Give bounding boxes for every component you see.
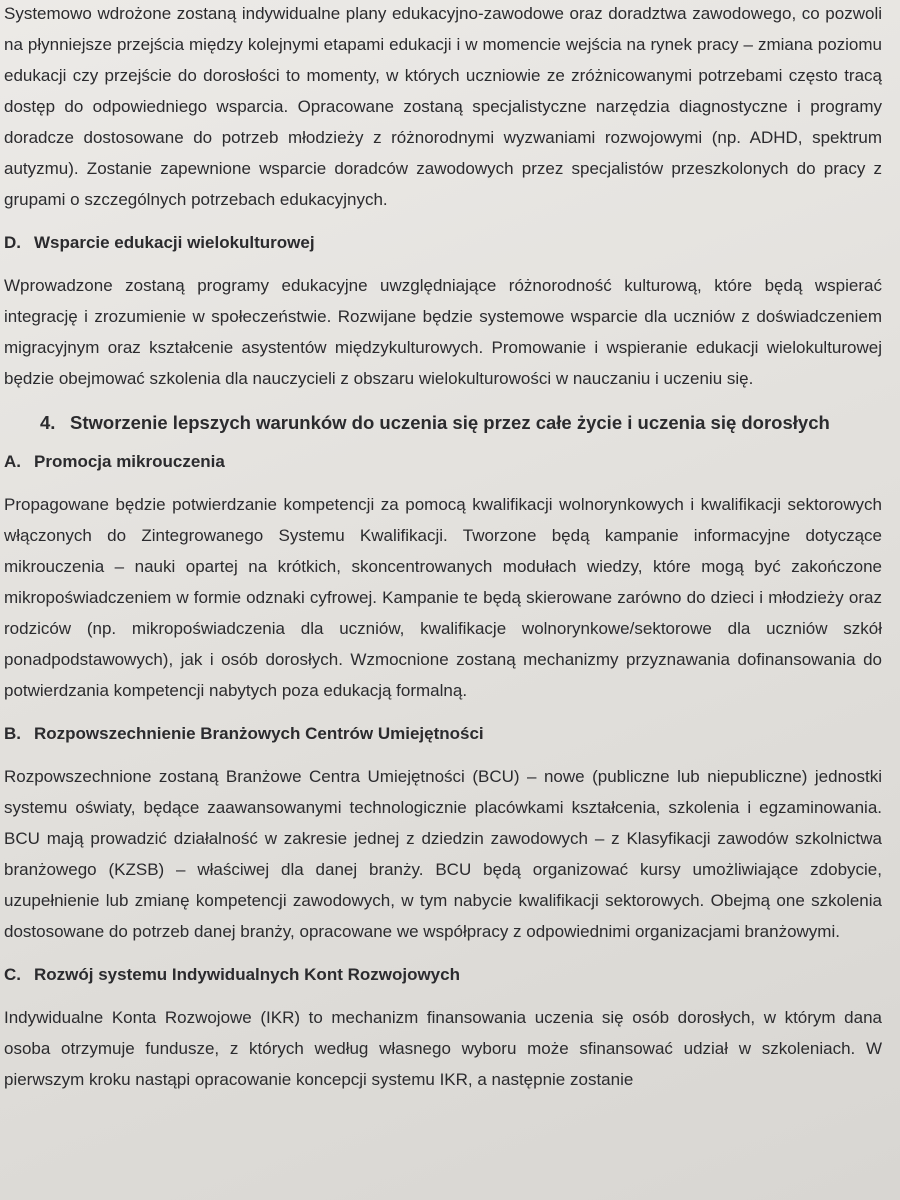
subsection-a-paragraph: Propagowane będzie potwierdzanie kompetencji za pomocą kwalifikacji wolnorynkowych i kwalifikacji sektorowych włączonych do Zintegrowanego Systemu Kwalifikacji. Tworzone będą kampanie informacyjne dotyczące mikrouczenia – nauki opartej na krótkich, skoncentrowanych modułach wiedzy, które mogą być zakończone mikropoświadczeniem w formie odznaki cyfrowej. Kampanie te będą skierowane zarówno do dzieci i młodzieży oraz rodziców (np. mikropoświadczenia dla uczniów, kwalifikacje wolnorynkowe/sektorowe dla uczniów szkół ponadpodstawowych), jak i osób dorosłych. Wzmocnione zostaną mechanizmy przyznawania dofinansowania do potwierdzania kompetencji nabytych poza edukacją formalną. bbox=[4, 495, 882, 700]
subsection-b-letter: B. bbox=[4, 724, 21, 743]
subsection-c-heading bbox=[4, 959, 882, 990]
subsection-c-title: Rozwój systemu Indywidualnych Kont Rozwojowych bbox=[34, 965, 460, 984]
subsection-a-title: Promocja mikrouczenia bbox=[34, 452, 225, 471]
subsection-a-heading bbox=[4, 446, 882, 477]
subsection-d-paragraph: Wprowadzone zostaną programy edukacyjne uwzględniające różnorodność kulturową, które będą wspierać integrację i zrozumienie w społeczeństwie. Rozwijane będzie systemowe wsparcie dla uczniów z doświadczeniem migracyjnym oraz kształcenie asystentów międzykulturowych. Promowanie i wspieranie edukacji wielokulturowej będzie obejmować szkolenia dla nauczycieli z obszaru wielokulturowości w nauczaniu i uczeniu się. bbox=[4, 276, 882, 388]
document-body bbox=[4, 0, 882, 1095]
subsection-d-letter: D. bbox=[4, 233, 21, 252]
intro-paragraph: Systemowo wdrożone zostaną indywidualne plany edukacyjno-zawodowe oraz doradztwa zawodowego, co pozwoli na płynniejsze przejścia między kolejnymi etapami edukacji i w momencie wejścia na rynek pracy – zmiana poziomu edukacji czy przejście do dorosłości to momenty, w których uczniowie ze zróżnicowanymi potrzebami często tracą dostęp do odpowiedniego wsparcia. Opracowane zostaną specjalistyczne narzędzia diagnostyczne i programy doradcze dostosowane do potrzeb młodzieży z różnorodnymi wyzwaniami rozwojowymi (np. ADHD, spektrum autyzmu). Zostanie zapewnione wsparcie doradców zawodowych przez specjalistów przeszkolonych do pracy z grupami o szczególnych potrzebach edukacyjnych. bbox=[4, 4, 882, 209]
subsection-a-letter: A. bbox=[4, 452, 21, 471]
subsection-c-paragraph: Indywidualne Konta Rozwojowe (IKR) to mechanizm finansowania uczenia się osób dorosłych, w którym dana osoba otrzymuje fundusze, z których według własnego wyboru może sfinansować udział w szkoleniach. W pierwszym kroku nastąpi opracowanie koncepcji systemu IKR, a następnie zostanie bbox=[4, 1008, 882, 1089]
section-4-title: Stworzenie lepszych warunków do uczenia się przez całe życie i uczenia się dorosłych bbox=[70, 412, 830, 433]
section-4-heading bbox=[4, 407, 882, 438]
subsection-b-paragraph: Rozpowszechnione zostaną Branżowe Centra Umiejętności (BCU) – nowe (publiczne lub niepubliczne) jednostki systemu oświaty, będące zaawansowanymi technologicznie placówkami kształcenia, szkolenia i egzaminowania. BCU mają prowadzić działalność w zakresie jednej z dziedzin zawodowych – z Klasyfikacji zawodów szkolnictwa branżowego (KZSB) – właściwej dla danej branży. BCU będą organizować kursy umożliwiające zdobycie, uzupełnienie lub zmianę kompetencji zawodowych, w tym nabycie kwalifikacji sektorowych. Obejmą one szkolenia dostosowane do potrzeb danej branży, opracowane we współpracy z odpowiednimi organizacjami branżowymi. bbox=[4, 767, 882, 941]
section-4-number: 4. bbox=[40, 412, 56, 433]
subsection-b-heading bbox=[4, 718, 882, 749]
subsection-c-letter: C. bbox=[4, 965, 21, 984]
subsection-b-title: Rozpowszechnienie Branżowych Centrów Umiejętności bbox=[34, 724, 484, 743]
subsection-d-heading bbox=[4, 227, 882, 258]
subsection-d-title: Wsparcie edukacji wielokulturowej bbox=[34, 233, 315, 252]
